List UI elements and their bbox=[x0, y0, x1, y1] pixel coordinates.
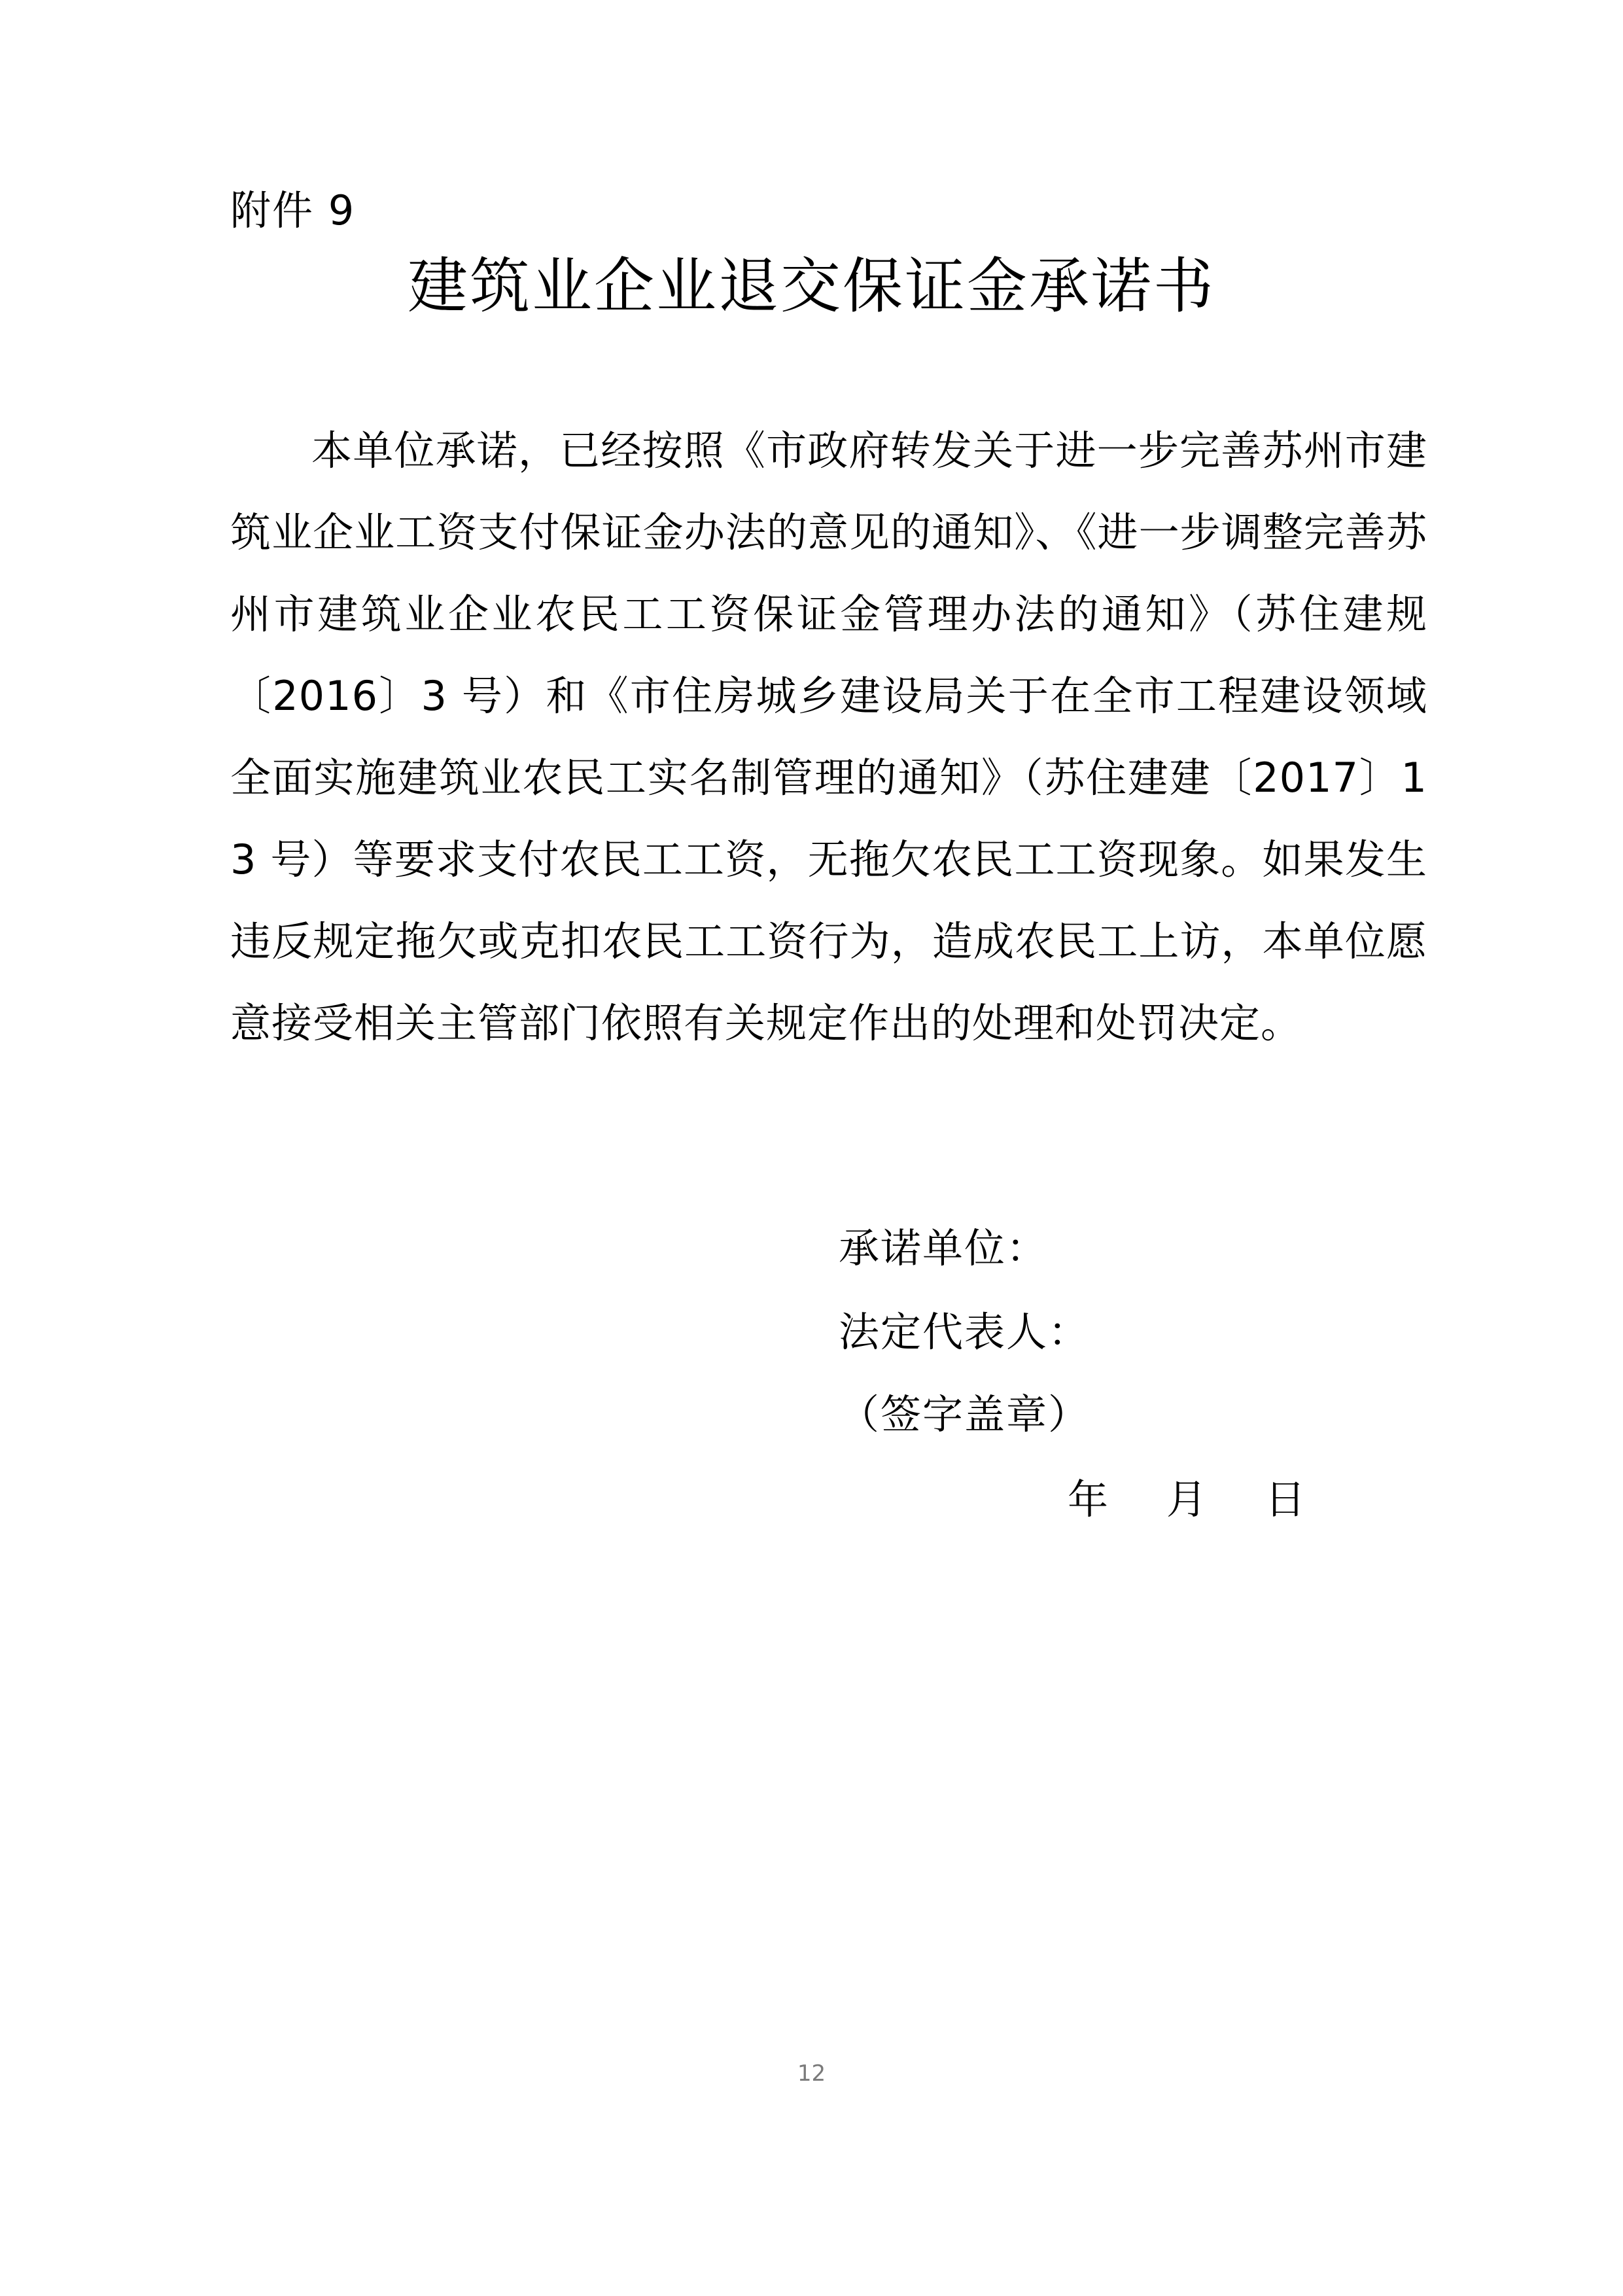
document-title: 建筑业企业退交保证金承诺书 bbox=[407, 251, 1215, 321]
attachment-label: 附件 9 bbox=[230, 186, 356, 234]
commitment-paragraph: 本单位承诺，已经按照《市政府转发关于进一步完善苏州市建筑业企业工资支付保证金办法的意见的通知》、《进一步调整完善苏州市建筑业企业农民工工资保证金管理办法的通知》（苏住建规〔2016〕3 号）和《市住房城乡建设局关于在全市工程建设领域全面实施建筑业农民工实名制管理的通知》（苏住建建〔2017〕13 号）等要求支付农民工工资，无拖欠农民工工资现象。如果发生违反规定拖欠或克扣农民工工资行为，造成农民工上访，本单位愿意接受相关主管部门依照有关规定作出的处理和处罚决定。 bbox=[230, 427, 1427, 1047]
commitment-unit-label: 承诺单位： bbox=[839, 1224, 1049, 1272]
legal-representative-label: 法定代表人： bbox=[839, 1308, 1091, 1356]
page-number: 12 bbox=[797, 2060, 826, 2087]
signature-seal-note: （签字盖章） bbox=[839, 1390, 1091, 1438]
date-line: 年 月 日 bbox=[1068, 1475, 1307, 1523]
